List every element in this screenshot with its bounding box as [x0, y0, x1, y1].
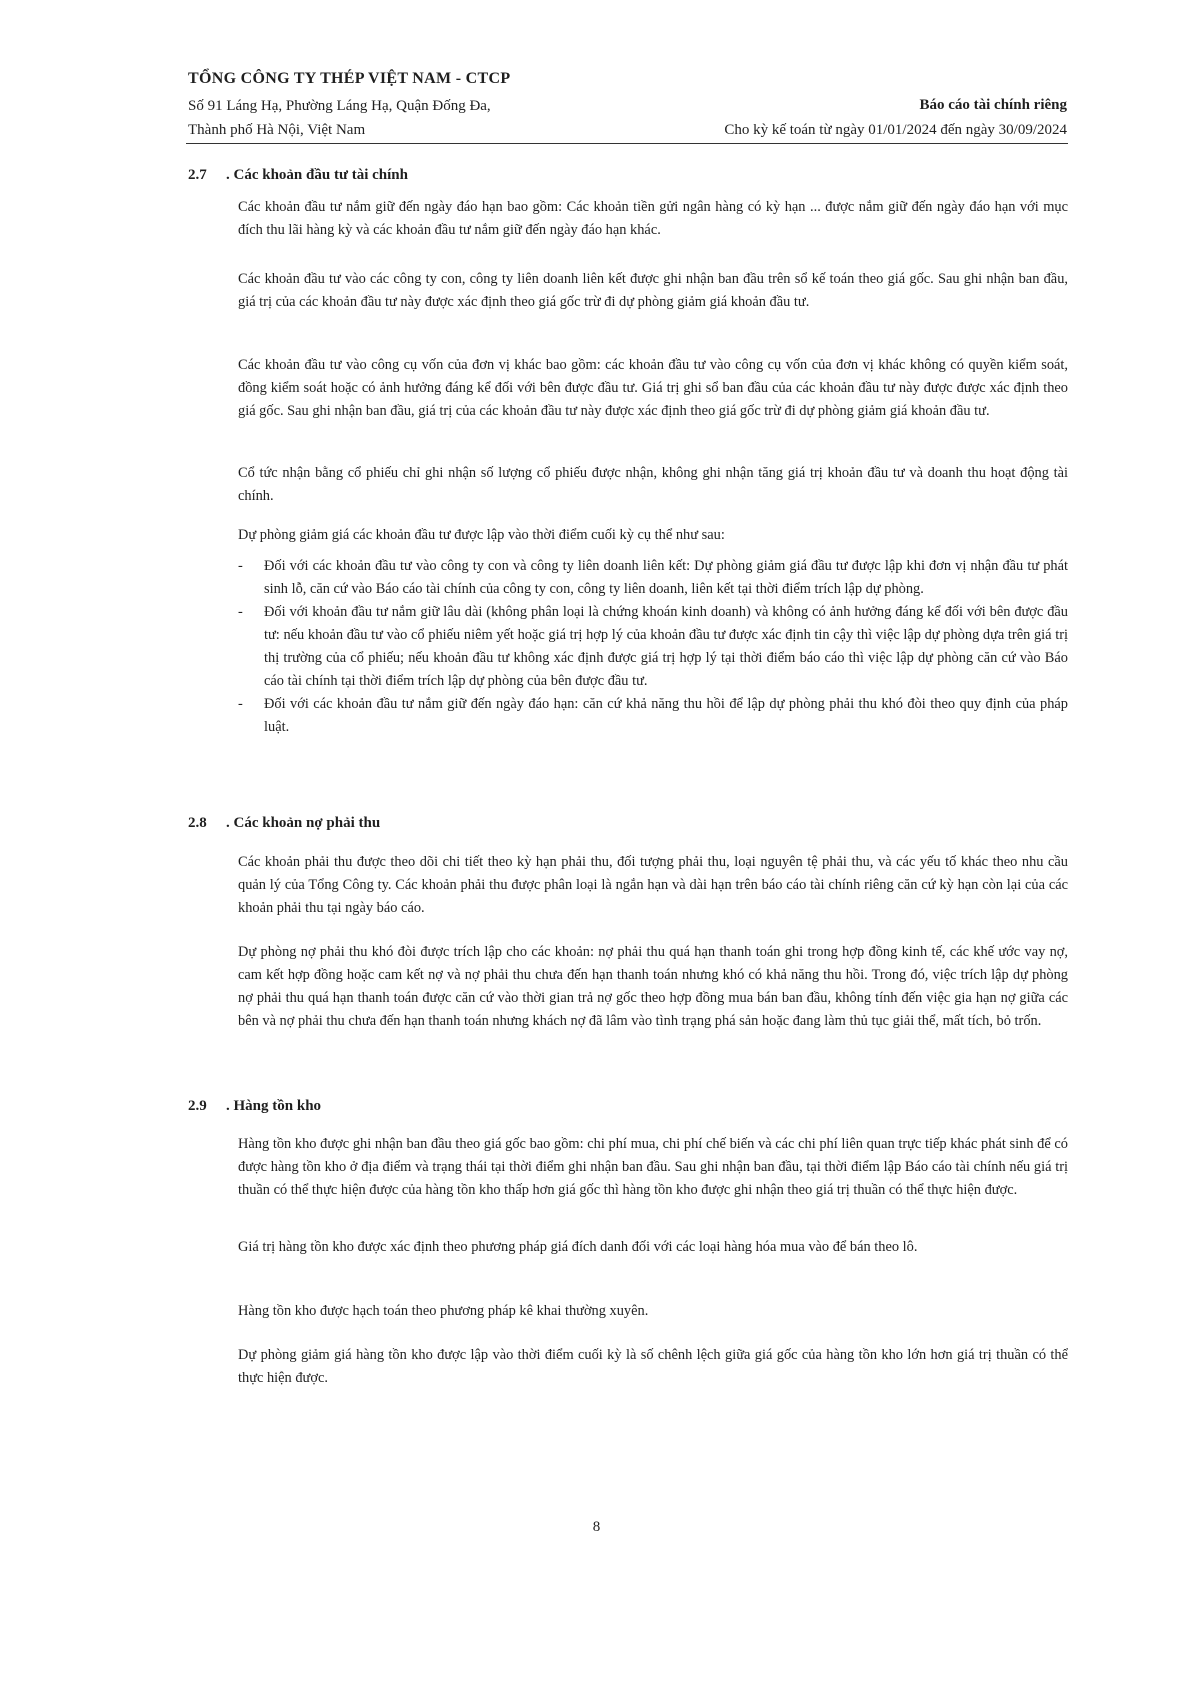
section-2-9-paragraph-4: Dự phòng giảm giá hàng tồn kho được lập vào thời điểm cuối kỳ là số chênh lệch giữa giá gốc của hàng tồn kho lớn hơn giá trị thuần có thể thực hiện được. — [238, 1347, 1068, 1386]
section-2-9-paragraph-1: Hàng tồn kho được ghi nhận ban đầu theo giá gốc bao gồm: chi phí mua, chi phí chế biến và các chi phí liên quan trực tiếp khác phát sinh để có được hàng tồn kho ở địa điểm và trạng thái tại thời điểm ghi nhận ban đầu. Sau ghi nhận ban đầu, tại thời điểm lập Báo cáo tài chính nếu giá trị thuần có thể thực hiện được của hàng tồn kho thấp hơn giá gốc thì hàng tồn kho được ghi nhận theo giá trị thuần có thể thực hiện được. — [238, 1136, 1068, 1198]
section-2-8-paragraph-1: Các khoản phải thu được theo dõi chi tiết theo kỳ hạn phải thu, đối tượng phải thu, loại nguyên tệ phải thu, và các yếu tố khác theo nhu cầu quản lý của Tổng Công ty. Các khoản phải thu được phân loại là ngắn hạn và dài hạn trên báo cáo tài chính riêng căn cứ kỳ hạn còn lại của các khoản phải thu tại ngày báo cáo. — [238, 854, 1068, 916]
bullet-dash: - — [238, 696, 243, 712]
section-2-9-title: . Hàng tồn kho — [226, 1098, 322, 1114]
section-2-8-paragraph-2: Dự phòng nợ phải thu khó đòi được trích lập cho các khoản: nợ phải thu quá hạn thanh toán ghi trong hợp đồng kinh tế, các khế ước vay nợ, cam kết hợp đồng hoặc cam kết nợ và nợ phải thu chưa đến hạn thanh toán nhưng khó có khả năng thu hồi. Trong đó, việc trích lập dự phòng nợ phải thu quá hạn thanh toán được căn cứ vào thời gian trả nợ gốc theo hợp đồng mua bán ban đầu, không tính đến việc gia hạn nợ giữa các bên và nợ phải thu chưa đến hạn thanh toán nhưng khách nợ đã lâm vào tình trạng phá sản hoặc đang làm thủ tục giải thể, mất tích, bỏ trốn. — [238, 944, 1068, 1029]
section-2-9-paragraph-2: Giá trị hàng tồn kho được xác định theo phương pháp giá đích danh đối với các loại hàng hóa mua vào để bán theo lô. — [238, 1239, 918, 1255]
company-name: TỔNG CÔNG TY THÉP VIỆT NAM - CTCP — [188, 70, 511, 87]
section-2-7-paragraph-5: Dự phòng giảm giá các khoản đầu tư được lập vào thời điểm cuối kỳ cụ thể như sau: — [238, 527, 725, 543]
list-item — [238, 693, 1068, 739]
header-divider — [186, 143, 1068, 144]
section-2-7-paragraph-1: Các khoản đầu tư nắm giữ đến ngày đáo hạn bao gồm: Các khoản tiền gửi ngân hàng có kỳ hạn ... được nắm giữ đến ngày đáo hạn với mục đích thu lãi hàng kỳ và các khoản đầu tư nắm giữ đến ngày đáo hạn khác. — [238, 199, 1068, 238]
page-number: 8 — [592, 1519, 601, 1535]
list-item — [238, 555, 1068, 601]
section-2-8-title: . Các khoản nợ phải thu — [226, 815, 381, 831]
bullet-dash: - — [238, 604, 243, 620]
section-2-8-number: 2.8 — [188, 815, 207, 831]
report-title: Báo cáo tài chính riêng — [919, 97, 1067, 113]
section-2-7-number: 2.7 — [188, 167, 207, 183]
list-item — [238, 601, 1068, 693]
bullet-text: Đối với các khoản đầu tư nắm giữ đến ngày đáo hạn: căn cứ khả năng thu hồi để lập dự phòng phải thu khó đòi theo quy định của pháp luật. — [264, 696, 1068, 735]
section-2-9-paragraph-3: Hàng tồn kho được hạch toán theo phương pháp kê khai thường xuyên. — [238, 1303, 649, 1319]
section-2-7-bullet-list — [238, 555, 1068, 739]
section-2-7-paragraph-3: Các khoản đầu tư vào công cụ vốn của đơn vị khác bao gồm: các khoản đầu tư vào công cụ vốn của đơn vị khác không có quyền kiểm soát, đồng kiểm soát hoặc có ảnh hưởng đáng kể đối với bên được đầu tư. Giá trị ghi sổ ban đầu của các khoản đầu tư này được được xác định theo giá gốc. Sau ghi nhận ban đầu, giá trị của các khoản đầu tư này được xác định theo giá gốc trừ đi dự phòng giảm giá khoản đầu tư. — [238, 357, 1068, 419]
section-2-7-paragraph-2: Các khoản đầu tư vào các công ty con, công ty liên doanh liên kết được ghi nhận ban đầu trên sổ kế toán theo giá gốc. Sau ghi nhận ban đầu, giá trị của các khoản đầu tư này được xác định theo giá gốc trừ đi dự phòng giảm giá khoản đầu tư. — [238, 271, 1068, 310]
section-2-7-paragraph-4: Cổ tức nhận bằng cổ phiếu chỉ ghi nhận số lượng cổ phiếu được nhận, không ghi nhận tăng giá trị khoản đầu tư và doanh thu hoạt động tài chính. — [238, 465, 1068, 504]
bullet-dash: - — [238, 558, 243, 574]
bullet-text: Đối với các khoản đầu tư vào công ty con và công ty liên doanh liên kết: Dự phòng giảm giá đầu tư được lập khi đơn vị nhận đầu tư phát sinh lỗ, căn cứ vào Báo cáo tài chính của công ty con, công ty liên doanh, liên kết tại thời điểm trích lập dự phòng. — [264, 558, 1068, 597]
report-period: Cho kỳ kế toán từ ngày 01/01/2024 đến ngày 30/09/2024 — [724, 122, 1067, 138]
bullet-text: Đối với khoản đầu tư nắm giữ lâu dài (không phân loại là chứng khoán kinh doanh) và không có ảnh hưởng đáng kể đối với bên được đầu tư: nếu khoản đầu tư vào cổ phiếu niêm yết hoặc giá trị hợp lý của khoản đầu tư được xác định tin cậy thì việc lập dự phòng dựa trên giá trị thị trường của cổ phiếu; nếu khoản đầu tư không xác định được giá trị hợp lý tại thời điểm báo cáo thì việc lập dự phòng căn cứ vào Báo cáo tài chính tại thời điểm trích lập dự phòng của bên được đầu tư. — [264, 604, 1068, 689]
section-2-9-number: 2.9 — [188, 1098, 207, 1114]
section-2-7-title: . Các khoản đầu tư tài chính — [226, 167, 408, 183]
company-address-line1: Số 91 Láng Hạ, Phường Láng Hạ, Quận Đống Đa, — [188, 98, 491, 114]
company-address-line2: Thành phố Hà Nội, Việt Nam — [188, 122, 366, 138]
